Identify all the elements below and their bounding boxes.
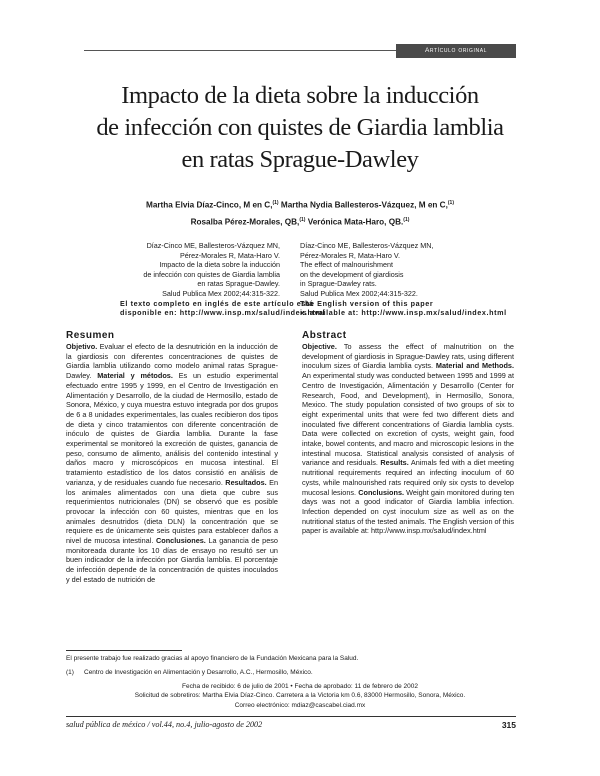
submission-info	[84, 682, 516, 710]
citation-line: Díaz-Cinco ME, Ballesteros-Vázquez MN,	[300, 241, 434, 250]
affiliation-mark: (1)	[272, 200, 279, 206]
citation-line: de infección con quistes de Giardia lamblia	[143, 269, 280, 279]
section-label: Conclusions.	[358, 487, 405, 497]
body-text: Weight gain monitored during ten days was not a good indicator of Giardia lamblia infection. Infection depended on cyst inoculum size as well as on the nutritional status of the tested animals. The English version of this paper is available at: http://www.insp.mx/salud/index.html	[302, 487, 515, 536]
footnote-rule	[66, 650, 182, 651]
page-number: 315	[501, 720, 516, 730]
footnote-funding: El presente trabajo fue realizado gracias al apoyo financiero de la Fundación Mexicana para la Salud.	[66, 655, 359, 662]
abstract-heading: Abstract	[302, 330, 347, 341]
citation-line: Salud Publica Mex 2002;44:315-322.	[162, 288, 280, 298]
title-line-1: Impacto de la dieta sobre la inducción	[121, 82, 479, 109]
footnote-affiliation	[66, 668, 526, 677]
section-label: Material and Methods.	[435, 361, 514, 371]
citation-line: Pérez-Morales R, Mata-Haro V.	[180, 250, 280, 260]
body-text: An experimental study was conducted between 1995 and 1999 at Centro de Investigación, Alimentación y Desarrollo (Center for Research, Food, and Development), in Hermosillo, Sonora, Mexico. The study population consisted of two groups of six to eight experimental units that were fed two different diets and inoculated five different concentrations of Giardia lamblia cysts. Data were collected on excretion of cysts, weight gain, food intake, bowel contents, and macro and microscopic lesions in the intestinal mucosa. Statistical analysis consisted of analysis of variance and residuals.	[302, 371, 514, 468]
author-name: Martha Nydia Ballesteros-Vázquez, M en C,	[278, 200, 448, 210]
citation-spanish	[120, 241, 326, 318]
body-text: Evaluar el efecto de la desnutrición en la inducción de la giardiosis con diferentes concentraciones de quistes de Giardia lamblia utilizando como modelo animal ratas Sprague-Dawley.	[66, 342, 278, 381]
citation-line: Díaz-Cinco ME, Ballesteros-Vázquez MN,	[146, 241, 280, 250]
body-text: Animals fed with a diet meeting nutritional requirements required an infecting inoculum of 60 cysts, while malnourished rats required only six cysts to develop mucosal lesions.	[302, 458, 514, 497]
citation-line: Pérez-Morales R, Mata-Haro V.	[300, 250, 400, 260]
footnote-number: (1)	[66, 669, 74, 676]
section-label: Resultados.	[225, 477, 267, 487]
author-name: Martha Elvia Díaz-Cinco, M en C,	[146, 200, 273, 210]
journal-footer: salud pública de méxico / vol.44, no.4, julio-agosto de 2002	[66, 720, 263, 729]
citation-english	[300, 241, 520, 318]
citation-line: The English version of this paper	[300, 298, 434, 308]
citation-line: en ratas Sprague-Dawley.	[197, 279, 280, 289]
citation-line: in Sprague-Dawley rats.	[300, 279, 377, 289]
abstract-body	[302, 342, 514, 536]
article-type-tag: Artículo original	[396, 44, 516, 58]
author-name: Rosalba Pérez-Morales, QB,	[190, 217, 300, 227]
citation-line: The effect of malnourishment	[300, 260, 393, 270]
section-label: Material y métodos.	[97, 371, 173, 381]
citation-line: Salud Publica Mex 2002;44:315-322.	[300, 288, 418, 298]
citation-line: El texto completo en inglés de este artículo está	[120, 298, 314, 308]
citation-line: on the development of giardiosis	[300, 269, 404, 279]
title-line-3: en ratas Sprague-Dawley	[181, 146, 419, 173]
section-label: Objetivo.	[66, 342, 98, 351]
citation-url-line[interactable]: is available at: http://www.insp.mx/salud/index.html	[300, 308, 507, 318]
header-rule	[84, 50, 396, 51]
affiliation-mark: (1)	[447, 200, 454, 206]
reprints-line: Solicitud de sobretiros: Martha Elvia Díaz-Cinco. Carretera a la Victoria km 0.6, 83000 Hermosillo, Sonora, México.	[134, 692, 466, 700]
body-text: En los animales alimentados con una dieta que cubre sus requerimientos nutricionales (DN) se observó que es posible provocar la infección con 60 quistes, mientras que en los animales desnutridos (dieta DLN) la concentración que se requiere es de únicamente seis quistes para establecer daños a nivel de mucosa intestinal.	[66, 477, 278, 546]
affiliation-mark: (1)	[403, 216, 410, 223]
section-label: Results.	[380, 458, 409, 468]
body-text: Es un estudio experimental efectuado entre 1995 y 1999, en el Centro de Investigación en Alimentación y Desarrollo, de la ciudad de Hermosillo, estado de Sonora, México, y cuya muestra estuvo integrada por dos grupos de 6 a 8 unidades experimentales, las cuales recibieron dos tipos de dieta y cinco tratamientos con diferente concentración de inóculo de quistes de Giardia lamblia. Durante la fase experimental se monitoreó la excreción de quistes, ganancia de peso, consumo de alimento, análisis del contenido intestinal y daños macro y microscópicos en mucosa intestinal. El tratamiento estadístico de los datos consistió en análisis de varianza, y de residuales cuando fue necesario.	[66, 371, 279, 487]
resumen-heading: Resumen	[66, 330, 115, 341]
resumen-body	[66, 342, 278, 585]
citation-line: Impacto de la dieta sobre la inducción	[159, 260, 280, 270]
article-title	[84, 80, 516, 176]
email-line[interactable]: Correo electrónico: mdiaz@cascabel.ciad.mx	[234, 701, 366, 709]
citation-url-line[interactable]: disponible en: http://www.insp.mx/salud/index.html	[120, 308, 326, 318]
author-name: Verónica Mata-Haro, QB.	[305, 217, 404, 227]
footer-rule	[66, 716, 516, 717]
title-line-2: de infección con quistes de Giardia lamblia	[96, 114, 504, 141]
section-label: Conclusiones.	[155, 536, 206, 546]
affiliation-mark: (1)	[299, 216, 306, 223]
dates-line: Fecha de recibido: 6 de julio de 2001 • Fecha de aprobado: 11 de febrero de 2002	[182, 683, 418, 690]
author-list	[84, 196, 516, 229]
body-text: To assess the effect of malnutrition on the development of giardiosis in Sprague-Dawley rats, using different inoculum sizes of Giardia lamblia cysts.	[302, 342, 514, 371]
body-text: La ganancia de peso monitoreada durante los 10 días de ensayo no resultó ser un buen indicador de la infección por Giardia lamblia. El porcentaje de infección depende de la concentración de quistes inoculados y del estado de nutrición de	[66, 536, 278, 584]
footnote-text: Centro de Investigación en Alimentación y Desarrollo, A.C., Hermosillo, México.	[84, 669, 313, 676]
section-label: Objective.	[302, 342, 337, 351]
